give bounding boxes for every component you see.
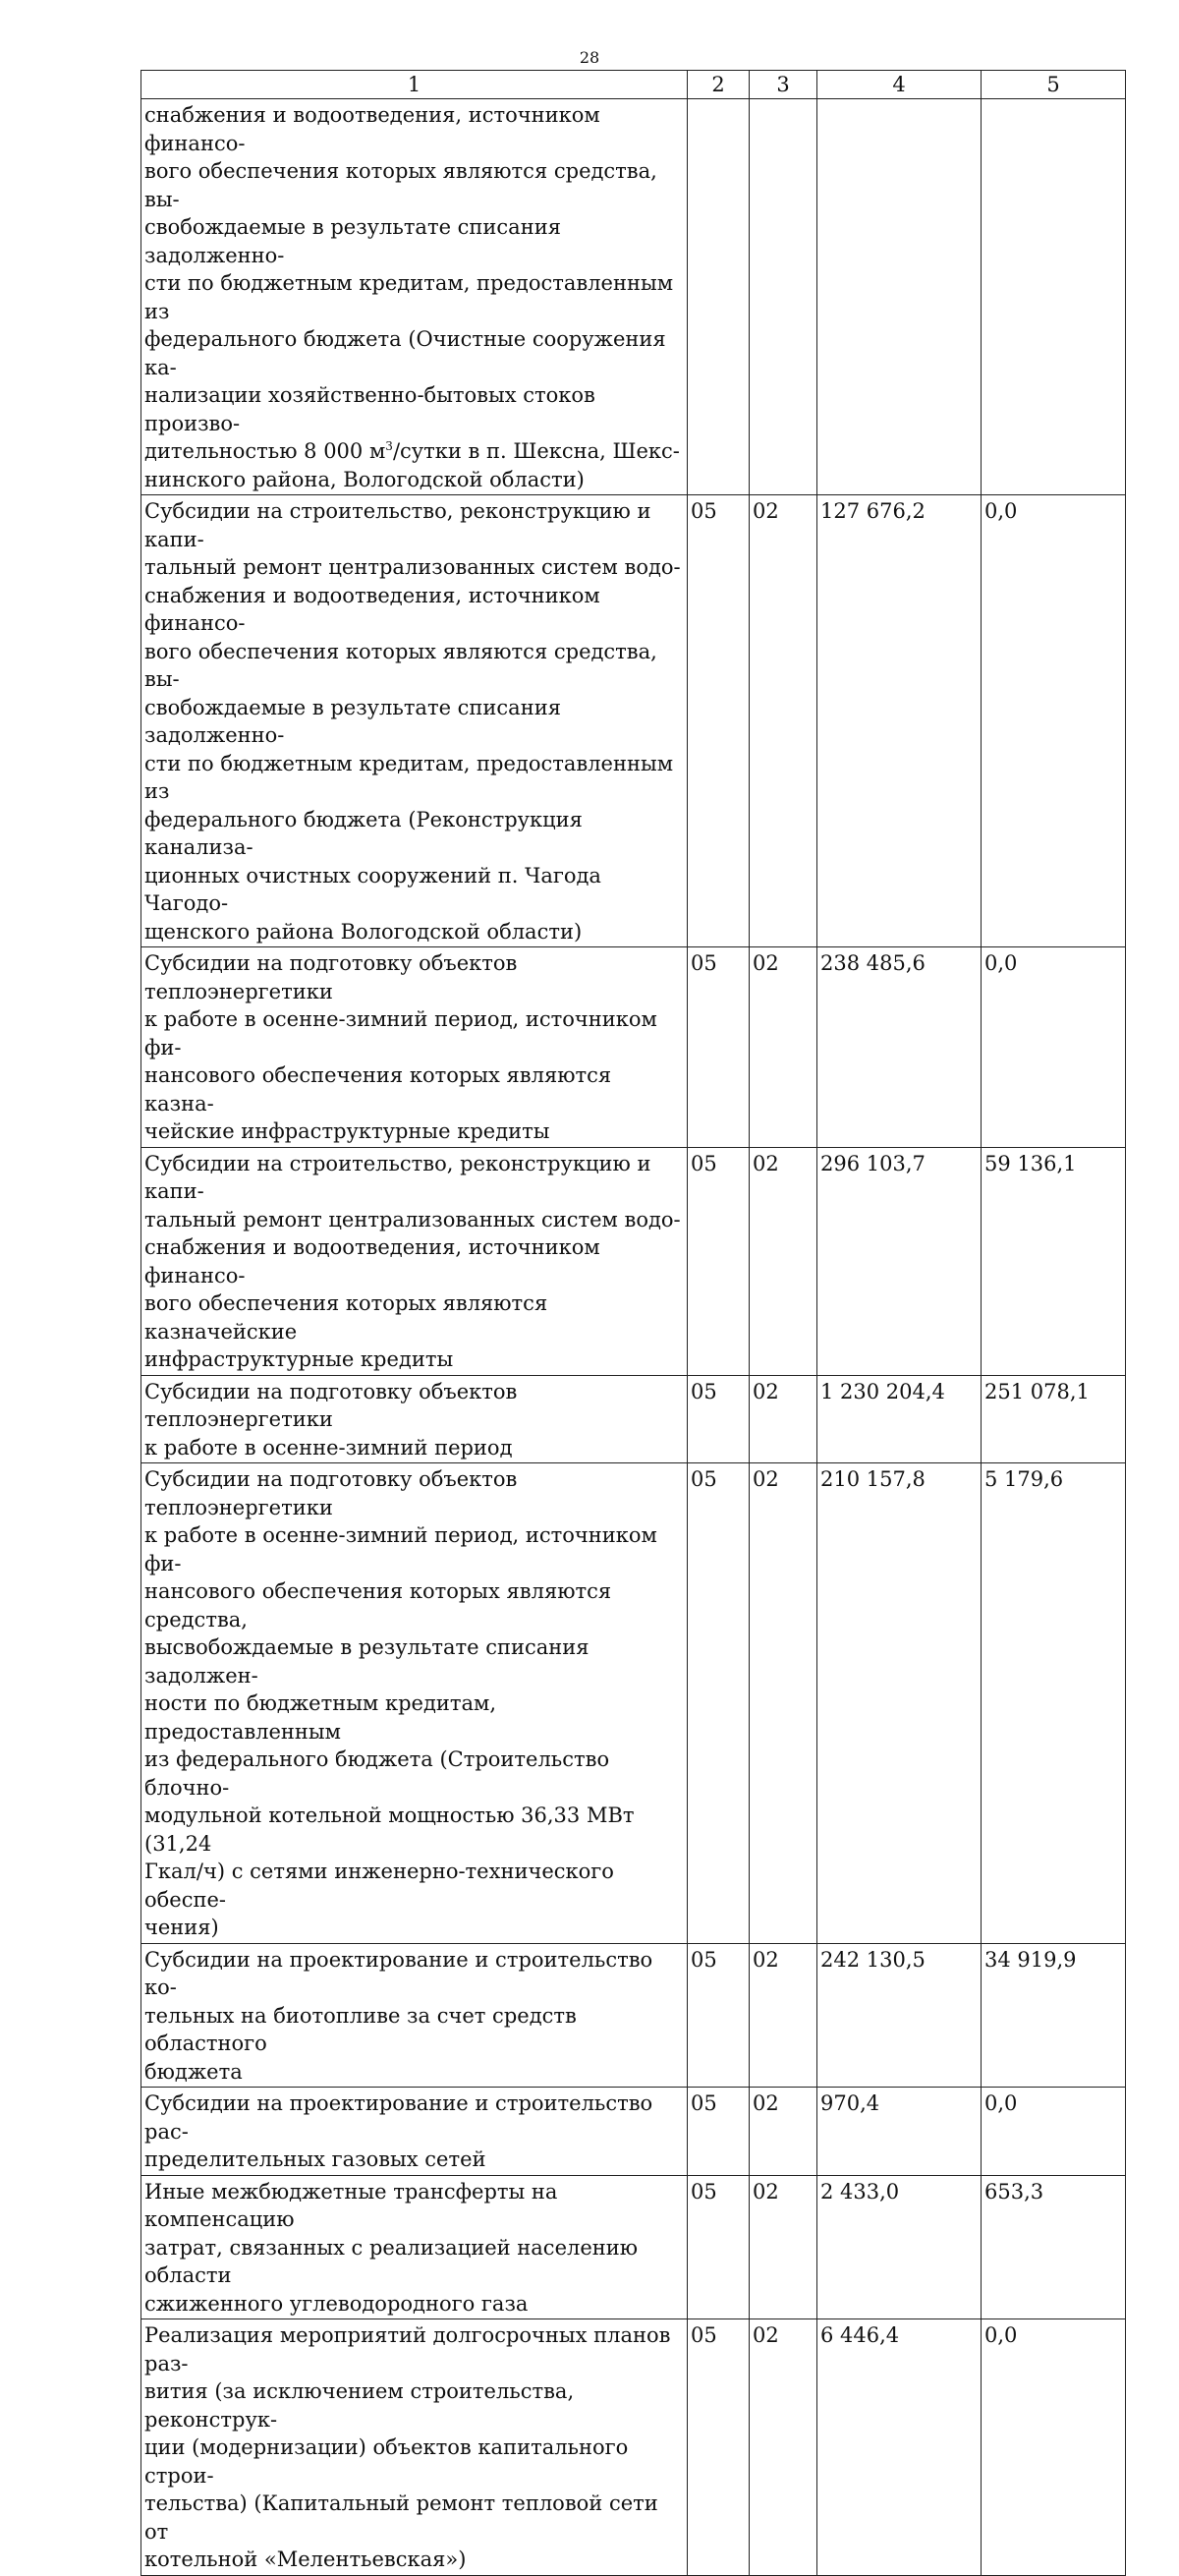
row-section-code: 05: [688, 495, 750, 947]
row-subsection-code: 02: [750, 2175, 817, 2319]
row-amount-col5: 0,0: [982, 2319, 1126, 2576]
row-description: [141, 1375, 688, 1463]
table-body: [141, 71, 1126, 2576]
description-line: свобождаемые в результате списания задолженно-: [144, 695, 561, 747]
description-line: сжиженного углеводородного газа: [144, 2291, 529, 2316]
table-row: [141, 2088, 1126, 2176]
description-line: Субсидии на подготовку объектов теплоэнергетики: [144, 1467, 518, 1519]
description-line: Субсидии на подготовку объектов теплоэнергетики: [144, 1379, 518, 1431]
description-line: ционных очистных сооружений п. Чагода Чагодо-: [144, 863, 601, 915]
description-line: вого обеспечения которых являются средства, вы-: [144, 639, 657, 691]
description-line: к работе в осенне-зимний период, источником фи-: [144, 1007, 657, 1059]
row-section-code: 05: [688, 1147, 750, 1375]
row-section-code: [688, 99, 750, 495]
row-description: [141, 947, 688, 1148]
description-line: тальный ремонт централизованных систем водо-: [144, 1207, 681, 1231]
table-row: [141, 2175, 1126, 2319]
description-line: снабжения и водоотведения, источником финансо-: [144, 103, 600, 155]
header-col-4: 4: [817, 71, 982, 99]
table-row: [141, 1943, 1126, 2088]
row-section-code: 05: [688, 2088, 750, 2176]
row-section-code: 05: [688, 2319, 750, 2576]
description-line: ции (модернизации) объектов капитального строи-: [144, 2435, 629, 2488]
table-row: [141, 495, 1126, 947]
description-line: нинского района, Вологодской области): [144, 467, 585, 491]
row-amount-col5: 0,0: [982, 495, 1126, 947]
row-amount-col4: 6 446,4: [817, 2319, 982, 2576]
row-subsection-code: 02: [750, 495, 817, 947]
row-amount-col5: 5 179,6: [982, 1463, 1126, 1944]
header-row: [141, 71, 1126, 99]
description-line: нансового обеспечения которых являются средства,: [144, 1579, 612, 1631]
row-amount-col5: 59 136,1: [982, 1147, 1126, 1375]
description-line: Субсидии на строительство, реконструкцию и капи-: [144, 1151, 651, 1203]
description-line: из федерального бюджета (Строительство блочно-: [144, 1747, 610, 1800]
budget-table: [140, 70, 1126, 2576]
description-line: тельства) (Капитальный ремонт тепловой сети от: [144, 2491, 658, 2544]
row-section-code: 05: [688, 1375, 750, 1463]
row-amount-col5: 251 078,1: [982, 1375, 1126, 1463]
row-amount-col4: 2 433,0: [817, 2175, 982, 2319]
description-line: щенского района Вологодской области): [144, 919, 583, 944]
row-amount-col5: 0,0: [982, 947, 1126, 1148]
row-amount-col4: 970,4: [817, 2088, 982, 2176]
row-amount-col4: 238 485,6: [817, 947, 982, 1148]
table-row: [141, 1463, 1126, 1944]
description-line: сти по бюджетным кредитам, предоставленным из: [144, 751, 674, 803]
row-amount-col5: 0,0: [982, 2088, 1126, 2176]
description-line: Субсидии на подготовку объектов теплоэнергетики: [144, 951, 518, 1003]
description-line: модульной котельной мощностью 36,33 МВт (31,24: [144, 1803, 635, 1856]
row-amount-col4: [817, 99, 982, 495]
description-line: снабжения и водоотведения, источником финансо-: [144, 583, 600, 635]
row-amount-col4: 1 230 204,4: [817, 1375, 982, 1463]
description-line: затрат, связанных с реализацией населению области: [144, 2235, 639, 2287]
description-line: чейские инфраструктурные кредиты: [144, 1119, 550, 1143]
row-description: [141, 495, 688, 947]
description-line: чения): [144, 1916, 219, 1939]
row-subsection-code: 02: [750, 1943, 817, 2088]
row-description: [141, 2088, 688, 2176]
header-col-5: 5: [982, 71, 1126, 99]
row-amount-col4: 242 130,5: [817, 1943, 982, 2088]
description-line: вого обеспечения которых являются казначейские: [144, 1291, 548, 1344]
description-line: федерального бюджета (Очистные сооружения ка-: [144, 327, 666, 379]
row-description: [141, 1943, 688, 2088]
description-line: дительностью 8 000 $м^3$/сутки в п. Шексна, Шекс-: [144, 439, 680, 463]
header-col-2: 2: [688, 71, 750, 99]
row-amount-col5: [982, 99, 1126, 495]
description-line: Гкал/ч) с сетями инженерно-технического обеспе-: [144, 1860, 614, 1912]
description-line: к работе в осенне-зимний период, источником фи-: [144, 1523, 657, 1575]
description-line: пределительных газовых сетей: [144, 2147, 486, 2171]
description-line: Субсидии на строительство, реконструкцию и капи-: [144, 499, 651, 551]
table-row: [141, 1147, 1126, 1375]
row-subsection-code: 02: [750, 1147, 817, 1375]
row-amount-col5: 653,3: [982, 2175, 1126, 2319]
description-line: Реализация мероприятий долгосрочных планов раз-: [144, 2323, 671, 2376]
row-amount-col4: 127 676,2: [817, 495, 982, 947]
header-col-3: 3: [750, 71, 817, 99]
row-description: [141, 2175, 688, 2319]
description-line: бюджета: [144, 2059, 243, 2084]
table-row: [141, 947, 1126, 1148]
row-subsection-code: 02: [750, 2319, 817, 2576]
row-subsection-code: [750, 99, 817, 495]
row-amount-col5: 34 919,9: [982, 1943, 1126, 2088]
description-line: тальный ремонт централизованных систем водо-: [144, 555, 681, 579]
table-row: [141, 99, 1126, 495]
row-subsection-code: 02: [750, 1463, 817, 1944]
description-line: вития (за исключением строительства, реконструк-: [144, 2379, 575, 2432]
row-subsection-code: 02: [750, 1375, 817, 1463]
row-section-code: 05: [688, 947, 750, 1148]
header-col-1: 1: [141, 71, 688, 99]
superscript-three: 3: [385, 439, 393, 453]
row-subsection-code: 02: [750, 947, 817, 1148]
description-line: котельной «Мелентьевская»): [144, 2547, 467, 2571]
row-amount-col4: 210 157,8: [817, 1463, 982, 1944]
row-description: [141, 99, 688, 495]
row-description: [141, 1463, 688, 1944]
row-subsection-code: 02: [750, 2088, 817, 2176]
row-section-code: 05: [688, 1463, 750, 1944]
description-line: сти по бюджетным кредитам, предоставленным из: [144, 271, 674, 323]
description-line: Субсидии на проектирование и строительство рас-: [144, 2091, 653, 2144]
description-line: вого обеспечения которых являются средства, вы-: [144, 159, 657, 211]
description-line: высвобождаемые в результате списания задолжен-: [144, 1635, 590, 1688]
description-line: федерального бюджета (Реконструкция канализа-: [144, 807, 583, 859]
row-amount-col4: 296 103,7: [817, 1147, 982, 1375]
description-line: нансового обеспечения которых являются казна-: [144, 1063, 612, 1116]
description-line: свобождаемые в результате списания задолженно-: [144, 215, 561, 267]
table-row: [141, 1375, 1126, 1463]
row-section-code: 05: [688, 2175, 750, 2319]
row-description: [141, 2319, 688, 2576]
description-line: инфраструктурные кредиты: [144, 1347, 454, 1371]
description-line: нализации хозяйственно-бытовых стоков произво-: [144, 383, 595, 435]
table-row: [141, 2319, 1126, 2576]
description-line: Субсидии на проектирование и строительство ко-: [144, 1947, 653, 1999]
description-line: Иные межбюджетные трансферты на компенсацию: [144, 2179, 558, 2231]
description-line: снабжения и водоотведения, источником финансо-: [144, 1235, 600, 1288]
row-section-code: 05: [688, 1943, 750, 2088]
description-line: тельных на биотопливе за счет средств областного: [144, 2003, 577, 2055]
description-line: ности по бюджетным кредитам, предоставленным: [144, 1691, 497, 1744]
description-line: к работе в осенне-зимний период: [144, 1435, 513, 1460]
row-description: [141, 1147, 688, 1375]
page-number: 28: [579, 48, 600, 67]
